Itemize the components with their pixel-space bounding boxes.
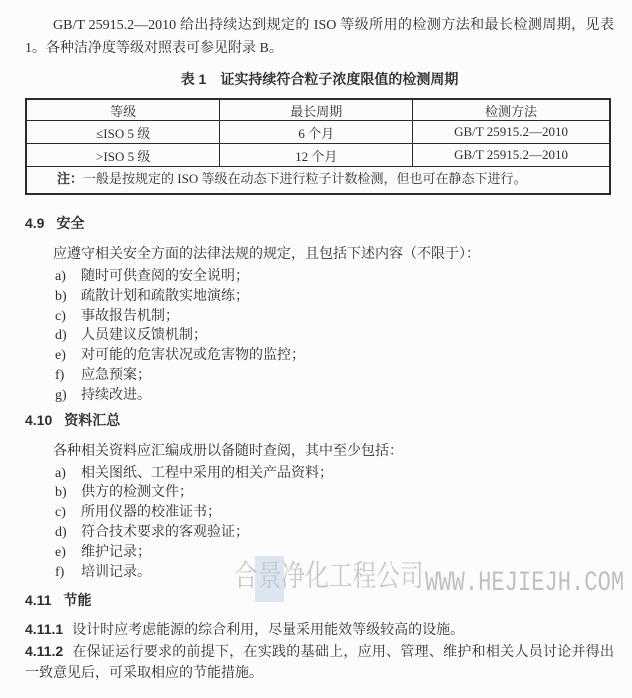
list-item-marker: f) [55, 367, 65, 383]
list-item-marker: a) [55, 269, 66, 284]
section-4-10-intro: 各种相关资料应汇编成册以备随时查阅，其中至少包括： [53, 443, 403, 459]
table-note-row [26, 167, 610, 195]
list-item [25, 326, 614, 346]
header-cell-period: 最长周期 [220, 99, 413, 121]
list-item-text: 疏散计划和疏散实地演练； [81, 288, 249, 304]
table-number-label: 表 1 [180, 71, 207, 87]
list-item-marker: a) [55, 465, 66, 481]
section-number: 4.11 [25, 592, 52, 609]
cell-period: 6 个月 [220, 121, 413, 144]
cell-grade: ≤ISO 5 级 [26, 121, 220, 144]
list-item [25, 366, 614, 386]
list-item-text: 事故报告机制； [81, 308, 179, 324]
cell-grade: >ISO 5 级 [26, 144, 220, 167]
list-item-text: 对可能的危害状况或危害物的监控； [81, 348, 305, 364]
intro-paragraph: GB/T 25915.2—2010 给出持续达到规定的 ISO 等级所用的检测方法和最长检测周期，见表 1。各种洁净度等级对照表可参见附录 B。 [25, 18, 614, 56]
section-heading-4-10 [25, 412, 614, 429]
header-cell-method: 检测方法 [413, 99, 610, 121]
list-item-marker: b) [55, 485, 67, 501]
list-item [25, 346, 614, 366]
list-item-marker: d) [55, 524, 67, 540]
clause-number: 4.11.2 [25, 643, 64, 660]
clause-4-11-1 [25, 619, 614, 641]
clause-4-11-2 [25, 641, 614, 684]
cell-method: GB/T 25915.2—2010 [413, 121, 610, 144]
list-item-marker: d) [55, 328, 67, 344]
section-number: 4.9 [25, 215, 45, 231]
list-item-text: 维护记录； [81, 544, 151, 560]
section-title: 资料汇总 [64, 411, 121, 428]
test-period-table [25, 98, 611, 195]
list-item [25, 523, 614, 543]
header-cell-grade: 等级 [26, 99, 220, 121]
list-item-text: 符合技术要求的客观验证； [81, 524, 249, 540]
clause-text: 设计时应考虑能源的综合利用，尽量采用能效等级较高的设施。 [72, 623, 465, 639]
watermark-company-text: 合景净化工程公司 [234, 560, 424, 593]
list-item-text: 持续改进。 [81, 387, 151, 403]
section-number: 4.10 [25, 411, 53, 428]
note-text: 一般是按规定的 ISO 等级在动态下进行粒子计数检测，但也可在静态下进行。 [83, 171, 527, 186]
watermark-website-text: WWW.HEJIEJH.COM [425, 568, 625, 599]
list-item [25, 483, 614, 503]
list-item-marker: b) [55, 288, 67, 304]
list-item-text: 所用仪器的校准证书； [81, 505, 221, 521]
list-item [25, 386, 614, 406]
table-title-text: 证实持续符合粒子浓度限值的检测周期 [220, 71, 459, 87]
list-item-marker: e) [55, 544, 66, 560]
clause-number: 4.11.1 [25, 621, 64, 638]
list-item-marker: e) [55, 348, 66, 364]
list-item-text: 供方的检测文件； [81, 485, 193, 501]
section-4-9-list [25, 267, 614, 406]
list-item-text: 培训记录。 [81, 564, 151, 580]
table-row [26, 121, 610, 144]
list-item-text: 随时可供查阅的安全说明； [81, 269, 249, 284]
section-title: 安全 [56, 215, 85, 231]
section-4-9-intro: 应遵守相关安全方面的法律法规的规定，且包括下述内容（不限于）： [53, 247, 480, 262]
table-row [26, 144, 610, 167]
list-item-marker: g) [55, 387, 67, 403]
list-item-marker: c) [55, 505, 66, 521]
note-label: 注： [57, 171, 84, 186]
list-item-text: 应急预案； [81, 367, 151, 383]
list-item [25, 503, 614, 523]
table-title [25, 69, 614, 89]
list-item [25, 464, 614, 484]
clause-text: 在保证运行要求的前提下，在实践的基础上，应用、管理、维护和相关人员讨论并得出一致意见后，可采取相应的节能措施。 [25, 645, 614, 682]
list-item-text: 人员建议反馈机制； [81, 328, 207, 344]
cell-method: GB/T 25915.2—2010 [413, 144, 610, 167]
list-item-text: 相关图纸、工程中采用的相关产品资料； [81, 465, 333, 481]
list-item [25, 307, 614, 327]
table-header-row [26, 99, 610, 121]
list-item [25, 287, 614, 307]
table-note [26, 167, 610, 195]
cell-period: 12 个月 [220, 144, 413, 167]
list-item-marker: f) [55, 564, 65, 580]
list-item [25, 267, 614, 287]
list-item-marker: c) [55, 308, 66, 324]
section-title: 节能 [63, 592, 92, 609]
section-heading-4-9 [25, 215, 614, 232]
